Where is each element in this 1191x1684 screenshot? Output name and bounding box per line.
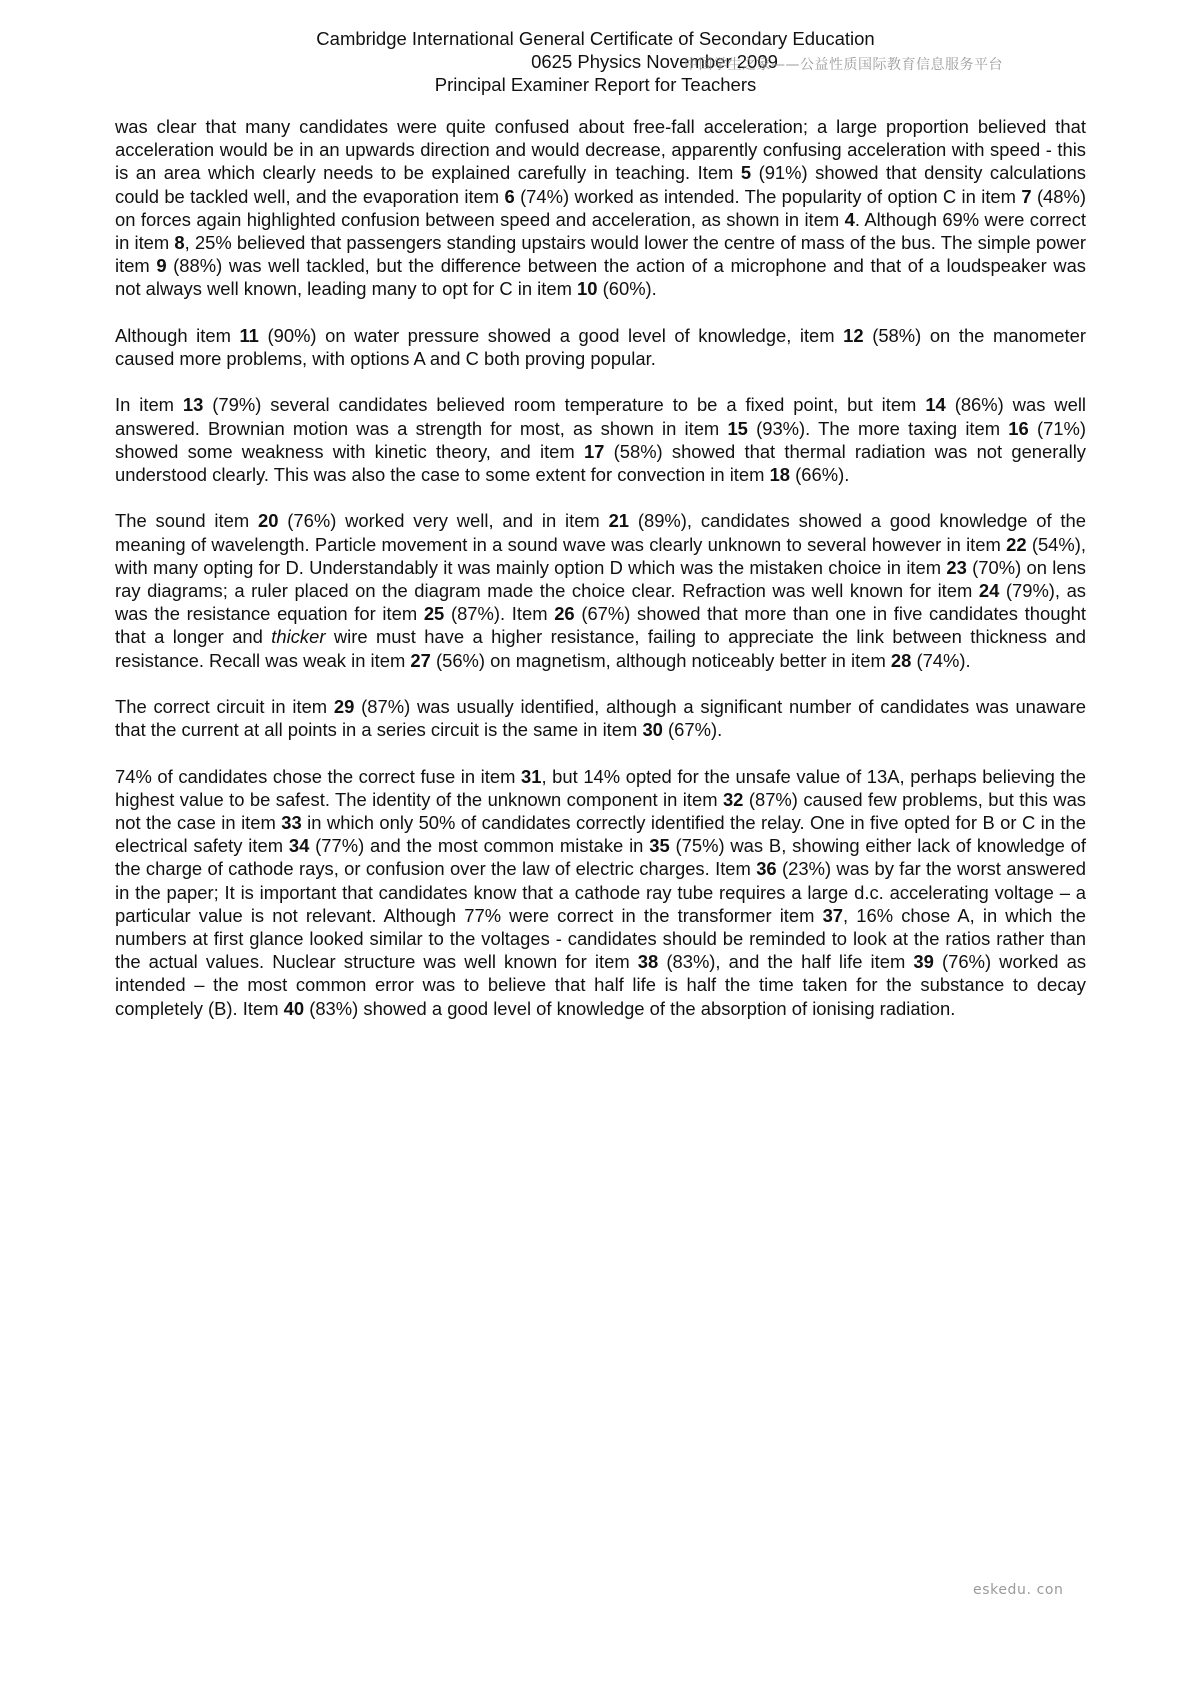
item-number: 34 <box>288 835 310 857</box>
item-number: 12 <box>843 324 864 346</box>
report-paragraph <box>115 324 1086 370</box>
paragraph-text: (54%), with many opting for D. Understandably it was mainly option D which was the mistaken choice in item <box>115 533 1087 578</box>
report-paragraph <box>115 765 1086 1020</box>
item-number: 14 <box>925 394 946 416</box>
item-number: 32 <box>722 788 744 810</box>
paragraph-text: was clear that many candidates were quite confused about free-fall acceleration; a large proportion believed that acceleration would be in an upwards direction and would decrease, apparently confusing acceleration with speed - this is an area which clearly needs to be explained carefully in teaching. Item <box>115 116 1086 184</box>
paragraph-text: In item <box>115 394 183 416</box>
item-number: 31 <box>521 765 542 787</box>
item-number: 25 <box>423 603 445 625</box>
paragraph-text: (67%). <box>662 719 723 741</box>
report-paragraph <box>115 509 1086 671</box>
item-number: 27 <box>410 649 431 671</box>
item-number: 39 <box>913 951 934 973</box>
item-number: 15 <box>727 417 748 439</box>
paragraph-text: (71%) showed some weakness with kinetic theory, and item <box>115 417 1086 462</box>
paragraph-text: in which only 50% of candidates correctly identified the relay. One in five opted for B or C in the electrical safety item <box>115 812 1086 857</box>
paragraph-text: (87%) caused few problems, but this was not the case in item <box>115 788 1086 834</box>
paragraph-text: . Although 69% were correct in item <box>115 208 1086 254</box>
paragraph-text: (56%) on magnetism, although noticeably better in item <box>430 649 891 671</box>
paragraph-text: (74%). <box>911 649 971 671</box>
paragraph-text: (93%). The more taxing item <box>747 417 1009 439</box>
paragraph-text: (79%), as was the resistance equation for item <box>115 580 1086 625</box>
paragraph-text: (86%) was well answered. Brownian motion was a strength for most, as shown in item <box>115 394 1086 439</box>
paragraph-text: (23%) was by far the worst answered in the paper; It is important that candidates know that a cathode ray tube requires a large d.c. accelerating voltage – a particular value is not relevant. Although 77% were correct in the transformer item <box>115 858 1086 926</box>
item-number: 24 <box>978 580 1000 602</box>
paragraph-text: (87%). Item <box>444 603 555 625</box>
paragraph-text: (48%) on forces again highlighted confusion between speed and acceleration, as shown in item <box>115 185 1086 230</box>
paragraph-text: (89%), candidates showed a good knowledge of the meaning of wavelength. Particle movement in a sound wave was clearly unknown to several however in item <box>115 510 1087 555</box>
paragraph-text: (58%) on the manometer caused more problems, with options A and C both proving popular. <box>115 324 1086 370</box>
header-report-type: Principal Examiner Report for Teachers <box>434 74 757 95</box>
item-number: 22 <box>1006 533 1027 555</box>
paragraph-text: (91%) showed that density calculations could be tackled well, and the evaporation item <box>115 162 1087 207</box>
item-number: 26 <box>554 603 575 625</box>
item-number: 21 <box>608 510 630 532</box>
footer-watermark: eskedu. con <box>973 1582 1064 1598</box>
paragraph-text: (88%) was well tackled, but the difference between the action of a microphone and that of a loudspeaker was not always well known, leading many to opt for C in item <box>115 255 1086 300</box>
paragraph-text: (67%) showed that more than one in five candidates thought that a longer and <box>115 603 1087 648</box>
paragraph-text: (58%) showed that thermal radiation was not generally understood clearly. This was also the case to some extent for convection in item <box>115 440 1086 486</box>
item-number: 10 <box>577 278 598 300</box>
paragraph-text: (74%) worked as intended. The popularity of option C in item <box>514 185 1022 207</box>
item-number: 13 <box>182 394 204 416</box>
item-number: 35 <box>649 835 670 857</box>
item-number: 7 <box>1021 185 1032 207</box>
item-number: 18 <box>769 464 791 486</box>
item-number: 8 <box>174 232 185 254</box>
paragraph-text: The correct circuit in item <box>115 696 334 718</box>
item-number: 40 <box>283 997 305 1019</box>
item-number: 29 <box>333 696 355 718</box>
item-number: 36 <box>756 858 777 880</box>
paragraph-text: The sound item <box>115 510 258 532</box>
paragraph-text: , but 14% opted for the unsafe value of 13A, perhaps believing the highest value to be safest. The identity of the unknown component in item <box>115 765 1086 810</box>
item-number: 37 <box>822 904 844 926</box>
item-number: 30 <box>642 719 663 741</box>
paragraph-text: (66%). <box>790 464 850 486</box>
header-subject: 0625 Physics November 2009 <box>531 51 778 72</box>
item-number: 16 <box>1008 417 1029 439</box>
paragraph-text: (70%) on lens ray diagrams; a ruler placed on the diagram made the choice clear. Refraction was well known for item <box>115 556 1086 602</box>
paragraph-text: (79%) several candidates believed room temperature to be a fixed point, but item <box>203 394 926 416</box>
report-paragraph <box>115 695 1086 741</box>
paragraph-text: (76%) worked as intended – the most common error was to believe that half life is half the time taken for the substance to decay completely (B). Item <box>115 951 1087 1019</box>
item-number: 6 <box>504 185 515 207</box>
paragraph-text: (83%) showed a good level of knowledge of the absorption of ionising radiation. <box>304 997 956 1019</box>
watermark-text: 中国学生之家——公益性质国际教育信息服务平台 <box>684 57 1003 73</box>
paragraph-text: , 16% chose A, in which the numbers at first glance looked similar to the voltages - candidates should be reminded to look at the ratios rather than the actual values. Nuclear structure was well known for item <box>115 904 1086 973</box>
item-number: 33 <box>281 812 302 834</box>
item-number: 4 <box>844 208 855 230</box>
paragraph-text: 74% of candidates chose the correct fuse in item <box>115 765 522 787</box>
item-number: 11 <box>239 324 259 346</box>
report-body <box>115 115 1086 1043</box>
header-title: Cambridge International General Certificate of Secondary Education <box>316 28 875 49</box>
item-number: 20 <box>257 510 279 532</box>
paragraph-text: (77%) and the most common mistake in <box>309 835 650 857</box>
emphasis-text: thicker <box>271 626 326 648</box>
paragraph-text: (75%) was B, showing either lack of knowledge of the charge of cathode rays, or confusion over the law of electric charges. Item <box>115 835 1087 880</box>
paragraph-text: Although item <box>115 324 240 346</box>
item-number: 28 <box>890 649 912 671</box>
paragraph-text: (87%) was usually identified, although a significant number of candidates was unaware that the current at all points in a series circuit is the same in item <box>115 696 1086 741</box>
report-paragraph <box>115 393 1086 486</box>
page-header <box>0 27 1191 96</box>
paragraph-text: , 25% believed that passengers standing upstairs would lower the centre of mass of the bus. The simple power item <box>115 232 1087 277</box>
item-number: 5 <box>740 162 752 184</box>
paragraph-text: (76%) worked very well, and in item <box>278 510 609 532</box>
item-number: 17 <box>583 440 605 462</box>
item-number: 23 <box>946 556 967 578</box>
paragraph-text: (90%) on water pressure showed a good level of knowledge, item <box>258 324 844 346</box>
paragraph-text: wire must have a higher resistance, failing to appreciate the link between thickness and resistance. Recall was weak in item <box>115 626 1086 671</box>
paragraph-text: (60%). <box>597 278 657 300</box>
report-paragraph <box>115 115 1086 301</box>
item-number: 9 <box>156 255 167 277</box>
item-number: 38 <box>637 951 659 973</box>
paragraph-text: (83%), and the half life item <box>658 951 914 973</box>
